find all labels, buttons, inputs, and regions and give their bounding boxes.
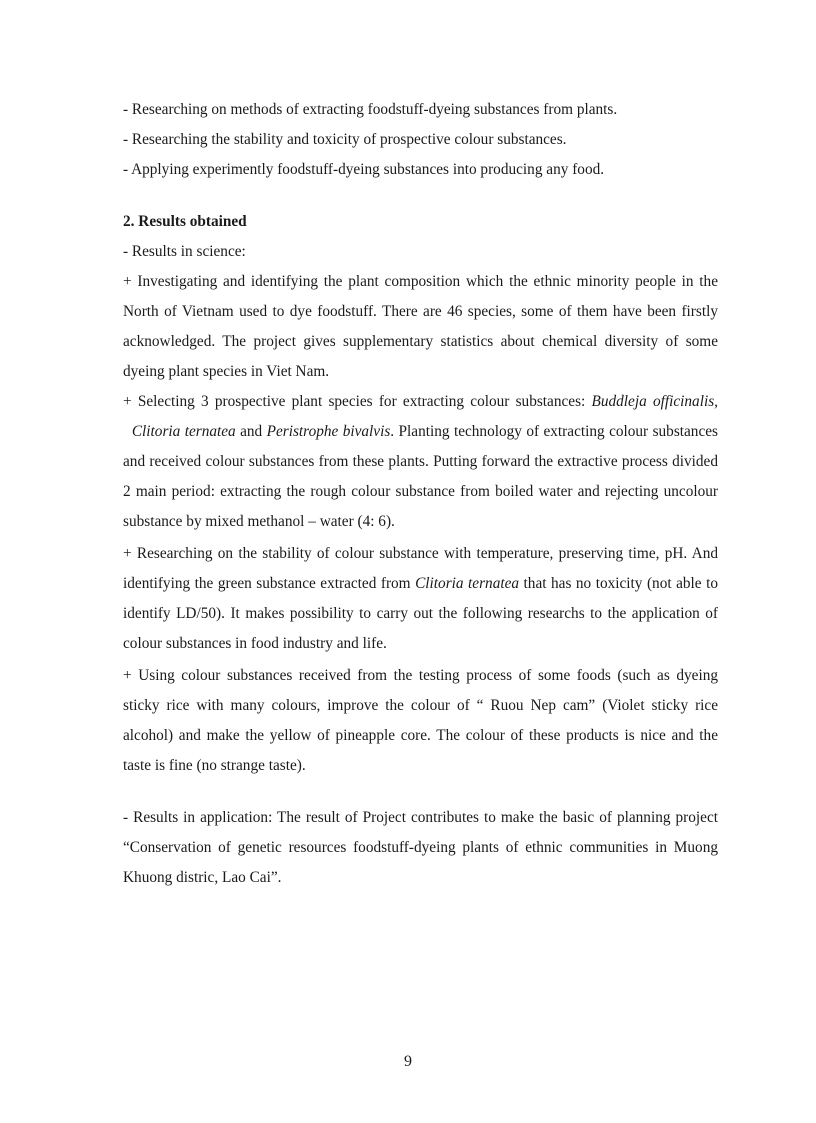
- stability-text-end: that has no toxicity (not able to identify LD/50). It makes possibility to carry out the following researchs to the application of colour substances in food industry and life.: [123, 575, 718, 652]
- species-clitoria: Clitoria ternatea: [131, 423, 236, 440]
- science-results-label: - Results in science:: [123, 243, 246, 260]
- science-item-selection: [123, 387, 718, 537]
- species-clitoria-stability: Clitoria ternatea: [415, 575, 520, 592]
- science-item-food-testing: + Using colour substances received from the testing process of some foods (such as dyeing sticky rice with many colours, improve the colour of “ Ruou Nep cam” (Violet sticky rice alcohol) and make the yellow of pineapple core. The colour of these products is nice and the taste is fine (no strange taste).: [123, 667, 718, 774]
- species-peristrophe: Peristrophe bivalvis: [266, 423, 391, 440]
- section-heading: 2. Results obtained: [123, 213, 247, 230]
- intro-item-application: - Applying experimently foodstuff-dyeing substances into producing any food.: [123, 161, 605, 178]
- species-separator: [123, 423, 132, 440]
- section-gap: [123, 185, 718, 207]
- species-conjunction: and: [235, 423, 267, 440]
- science-item-investigation: + Investigating and identifying the plant composition which the ethnic minority people in the North of Vietnam used to dye foodstuff. There are 46 species, some of them have been firstly acknowledged. The project gives supplementary statistics about chemical diversity of some dyeing plant species in Viet Nam.: [123, 273, 718, 380]
- species-buddleja: Buddleja officinalis,: [591, 393, 718, 410]
- stability-text-start: + Researching on the stability of colour substance with temperature, preserving time, pH. And identifying the green substance extracted from: [123, 545, 718, 592]
- intro-item-extraction: - Researching on methods of extracting foodstuff-dyeing substances from plants.: [123, 101, 618, 118]
- science-item-stability: [123, 539, 718, 659]
- selection-text-end: . Planting technology of extracting colour substances and received colour substances from these plants. Putting forward the extractive process divided 2 main period: extracting the rough colour substance from boiled water and rejecting uncolour substance by mixed methanol – water (4: 6).: [123, 423, 718, 530]
- page-number: 9: [404, 1053, 412, 1070]
- section-gap: [123, 781, 718, 803]
- application-results: - Results in application: The result of Project contributes to make the basic of planning project “Conservation of genetic resources foodstuff-dyeing plants of ethnic communities in Muong Khuong distric, Lao Cai”.: [123, 809, 718, 886]
- document-body: [123, 95, 718, 893]
- selection-text-start: + Selecting 3 prospective plant species for extracting colour substances:: [123, 393, 592, 410]
- intro-item-stability: - Researching the stability and toxicity of prospective colour substances.: [123, 131, 567, 148]
